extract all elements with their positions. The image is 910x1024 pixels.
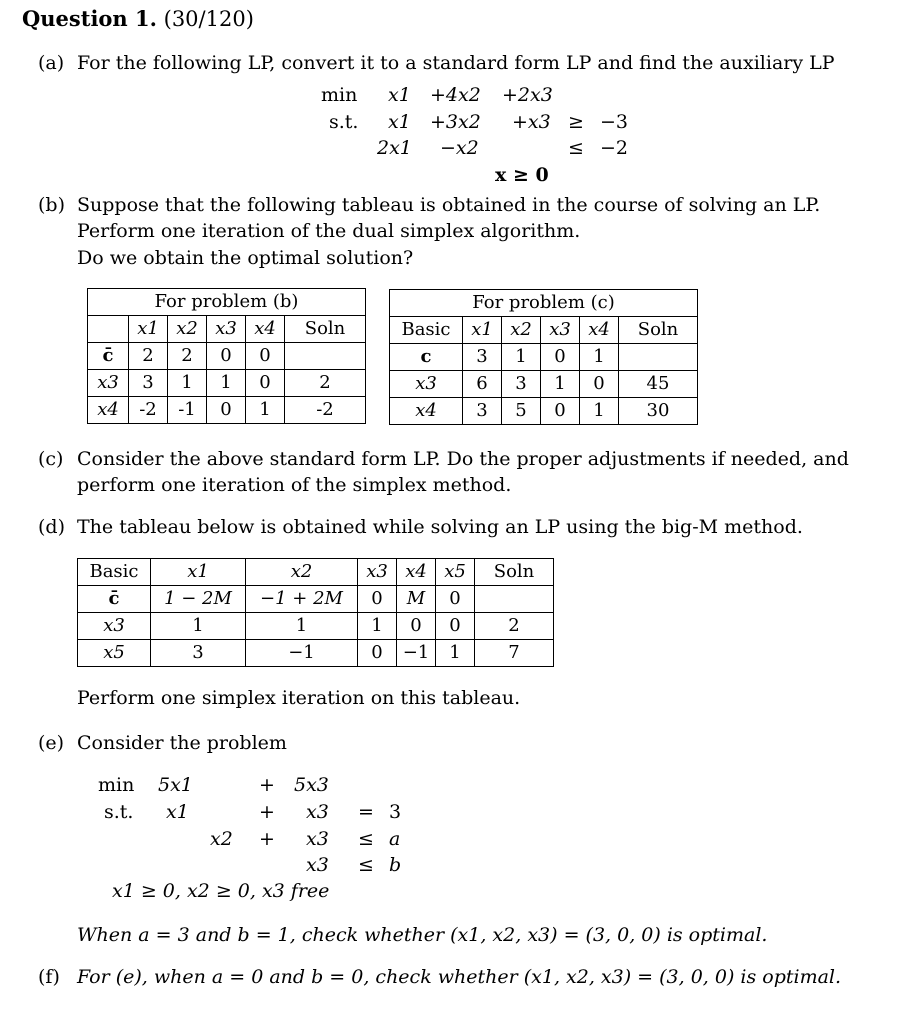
table-d-header: Soln xyxy=(475,559,554,586)
question-points: (30/120) xyxy=(163,7,254,31)
table-c-cell: 45 xyxy=(619,371,698,398)
lp-a-r2-rhs: −2 xyxy=(600,137,629,159)
lp-e-c1-rhs: 3 xyxy=(389,801,402,823)
lp-e-c1-x1: x1 xyxy=(166,801,189,823)
table-c-cell: 3 xyxy=(463,398,502,425)
table-c-cell: 5 xyxy=(502,398,541,425)
table-c-cell: 1 xyxy=(502,344,541,371)
lp-a-r1-rhs: −3 xyxy=(600,111,629,133)
table-big-m xyxy=(77,558,554,667)
part-c-label: (c) xyxy=(38,448,64,470)
table-d-row xyxy=(78,640,554,667)
table-c-cell: 3 xyxy=(502,371,541,398)
table-b-cell: 1 xyxy=(168,370,207,397)
table-b-cell: x4 xyxy=(88,397,129,424)
table-b-header: Soln xyxy=(285,316,366,343)
part-a-text: For the following LP, convert it to a standard form LP and find the auxiliary LP xyxy=(77,52,835,74)
lp-e-st: s.t. xyxy=(104,801,134,823)
table-b-row xyxy=(88,343,366,370)
lp-a-r0-c1: +4x2 xyxy=(430,84,481,106)
table-d-cell xyxy=(475,586,554,613)
table-b-row xyxy=(88,397,366,424)
lp-a-r1-c0: x1 xyxy=(388,111,411,133)
part-c-line-2: perform one iteration of the simplex method. xyxy=(77,474,512,496)
table-b-cell xyxy=(285,343,366,370)
table-c-cell: 30 xyxy=(619,398,698,425)
table-b-cell: -2 xyxy=(129,397,168,424)
table-c-row xyxy=(390,344,698,371)
table-d-cell: c̄ xyxy=(78,586,151,613)
table-b-cell: -2 xyxy=(285,397,366,424)
lp-a-r0-c2: +2x3 xyxy=(502,84,553,106)
table-b-header-row xyxy=(88,316,366,343)
table-d-cell: 2 xyxy=(475,613,554,640)
table-c-row xyxy=(390,371,698,398)
table-d-cell: −1 xyxy=(397,640,436,667)
table-c-header: x2 xyxy=(502,317,541,344)
lp-e-domain: x1 ≥ 0, x2 ≥ 0, x3 free xyxy=(112,880,330,902)
table-d-cell: 0 xyxy=(436,586,475,613)
table-b-title: For problem (b) xyxy=(88,289,366,316)
lp-e-c2-plus: + xyxy=(259,828,275,850)
table-b-cell: 1 xyxy=(207,370,246,397)
lp-a-r2-c0: 2x1 xyxy=(377,137,412,159)
table-b-cell: 0 xyxy=(207,343,246,370)
question-heading xyxy=(22,8,254,30)
table-b-cell: c̄ xyxy=(88,343,129,370)
table-d-cell: 1 xyxy=(151,613,246,640)
table-c-title: For problem (c) xyxy=(390,290,698,317)
lp-a-r2-c1: −x2 xyxy=(440,137,479,159)
table-c-cell: 1 xyxy=(541,371,580,398)
lp-e-c1-x3: x3 xyxy=(306,801,329,823)
lp-a-st: s.t. xyxy=(329,111,359,133)
part-d-text: The tableau below is obtained while solving an LP using the big-M method. xyxy=(77,516,803,538)
table-b-cell: x3 xyxy=(88,370,129,397)
table-b-row xyxy=(88,370,366,397)
lp-e-min: min xyxy=(98,774,135,796)
table-c-header-row xyxy=(390,317,698,344)
table-d-cell: 7 xyxy=(475,640,554,667)
table-d-cell: 1 xyxy=(436,640,475,667)
table-c-header: x4 xyxy=(580,317,619,344)
lp-e-c1-rel: = xyxy=(358,801,374,823)
lp-e-obj-2: 5x3 xyxy=(294,774,329,796)
table-c-cell: 6 xyxy=(463,371,502,398)
part-d-after: Perform one simplex iteration on this tableau. xyxy=(77,687,521,709)
table-c-cell xyxy=(619,344,698,371)
table-problem-c xyxy=(389,289,698,425)
table-d-cell: 1 − 2M xyxy=(151,586,246,613)
lp-e-c2-rel: ≤ xyxy=(358,828,374,850)
table-d-header-row xyxy=(78,559,554,586)
table-b-header xyxy=(88,316,129,343)
table-b-cell: 2 xyxy=(285,370,366,397)
lp-a-r1-c2: +x3 xyxy=(512,111,551,133)
table-c-cell: c xyxy=(390,344,463,371)
table-b-cell: 0 xyxy=(207,397,246,424)
lp-e-c1-plus: + xyxy=(259,801,275,823)
table-b-cell: 0 xyxy=(246,343,285,370)
table-c-header: x1 xyxy=(463,317,502,344)
table-d-cell: 0 xyxy=(436,613,475,640)
table-c-cell: x3 xyxy=(390,371,463,398)
table-problem-b xyxy=(87,288,366,424)
table-b-header: x3 xyxy=(207,316,246,343)
table-d-cell: 1 xyxy=(358,613,397,640)
part-e-label: (e) xyxy=(38,732,65,754)
table-c-cell: 0 xyxy=(541,344,580,371)
lp-a-nonneg: x ≥ 0 xyxy=(495,164,549,186)
table-d-row xyxy=(78,613,554,640)
lp-a-r1-rel: ≥ xyxy=(568,111,584,133)
table-d-cell: 3 xyxy=(151,640,246,667)
table-d-cell: 0 xyxy=(358,640,397,667)
question-title: Question 1. xyxy=(22,6,157,31)
part-b-line-1: Suppose that the following tableau is obtained in the course of solving an LP. xyxy=(77,194,821,216)
table-d-header: x3 xyxy=(358,559,397,586)
table-b-header: x4 xyxy=(246,316,285,343)
table-d-cell: 0 xyxy=(358,586,397,613)
table-d-header: x2 xyxy=(246,559,358,586)
table-c-cell: 1 xyxy=(580,344,619,371)
lp-e-c2-x2: x2 xyxy=(210,828,233,850)
part-b-line-3: Do we obtain the optimal solution? xyxy=(77,247,414,269)
part-e-text: Consider the problem xyxy=(77,732,287,754)
table-d-header: x4 xyxy=(397,559,436,586)
table-b-cell: 2 xyxy=(168,343,207,370)
part-f-text: For (e), when a = 0 and b = 0, check whether (x1, x2, x3) = (3, 0, 0) is optimal. xyxy=(77,966,842,988)
table-c-cell: 3 xyxy=(463,344,502,371)
lp-e-c2-x3: x3 xyxy=(306,828,329,850)
table-c-header: Soln xyxy=(619,317,698,344)
lp-a-r1-c1: +3x2 xyxy=(430,111,481,133)
table-b-cell: -1 xyxy=(168,397,207,424)
table-b-cell: 1 xyxy=(246,397,285,424)
lp-e-c2-rhs: a xyxy=(389,828,401,850)
lp-e-c3-x3: x3 xyxy=(306,854,329,876)
part-f-label: (f) xyxy=(38,966,60,988)
table-d-cell: M xyxy=(397,586,436,613)
table-d-header: x1 xyxy=(151,559,246,586)
part-b-line-2: Perform one iteration of the dual simplex algorithm. xyxy=(77,220,581,242)
lp-e-obj-1: 5x1 xyxy=(158,774,193,796)
table-c-cell: 0 xyxy=(580,371,619,398)
part-d-label: (d) xyxy=(38,516,65,538)
table-d-cell: −1 + 2M xyxy=(246,586,358,613)
lp-a-r2-rel: ≤ xyxy=(568,137,584,159)
table-d-header: x5 xyxy=(436,559,475,586)
table-b-cell: 0 xyxy=(246,370,285,397)
table-d-cell: 0 xyxy=(397,613,436,640)
table-c-row xyxy=(390,398,698,425)
part-c-line-1: Consider the above standard form LP. Do the proper adjustments if needed, and xyxy=(77,448,849,470)
table-d-cell: 1 xyxy=(246,613,358,640)
table-d-cell: x5 xyxy=(78,640,151,667)
lp-a-min: min xyxy=(321,84,358,106)
part-b-label: (b) xyxy=(38,194,65,216)
table-c-header: Basic xyxy=(390,317,463,344)
lp-a-r0-c0: x1 xyxy=(388,84,411,106)
table-c-header: x3 xyxy=(541,317,580,344)
lp-e-c3-rel: ≤ xyxy=(358,854,374,876)
lp-e-obj-plus: + xyxy=(259,774,275,796)
table-d-cell: −1 xyxy=(246,640,358,667)
table-b-cell: 2 xyxy=(129,343,168,370)
table-d-header: Basic xyxy=(78,559,151,586)
table-b-header: x2 xyxy=(168,316,207,343)
table-c-cell: x4 xyxy=(390,398,463,425)
table-d-cell: x3 xyxy=(78,613,151,640)
lp-e-c3-rhs: b xyxy=(389,854,402,876)
table-d-row xyxy=(78,586,554,613)
table-c-cell: 0 xyxy=(541,398,580,425)
table-b-header: x1 xyxy=(129,316,168,343)
table-c-cell: 1 xyxy=(580,398,619,425)
table-b-cell: 3 xyxy=(129,370,168,397)
part-a-label: (a) xyxy=(38,52,65,74)
part-e-question: When a = 3 and b = 1, check whether (x1, x2, x3) = (3, 0, 0) is optimal. xyxy=(77,924,768,946)
